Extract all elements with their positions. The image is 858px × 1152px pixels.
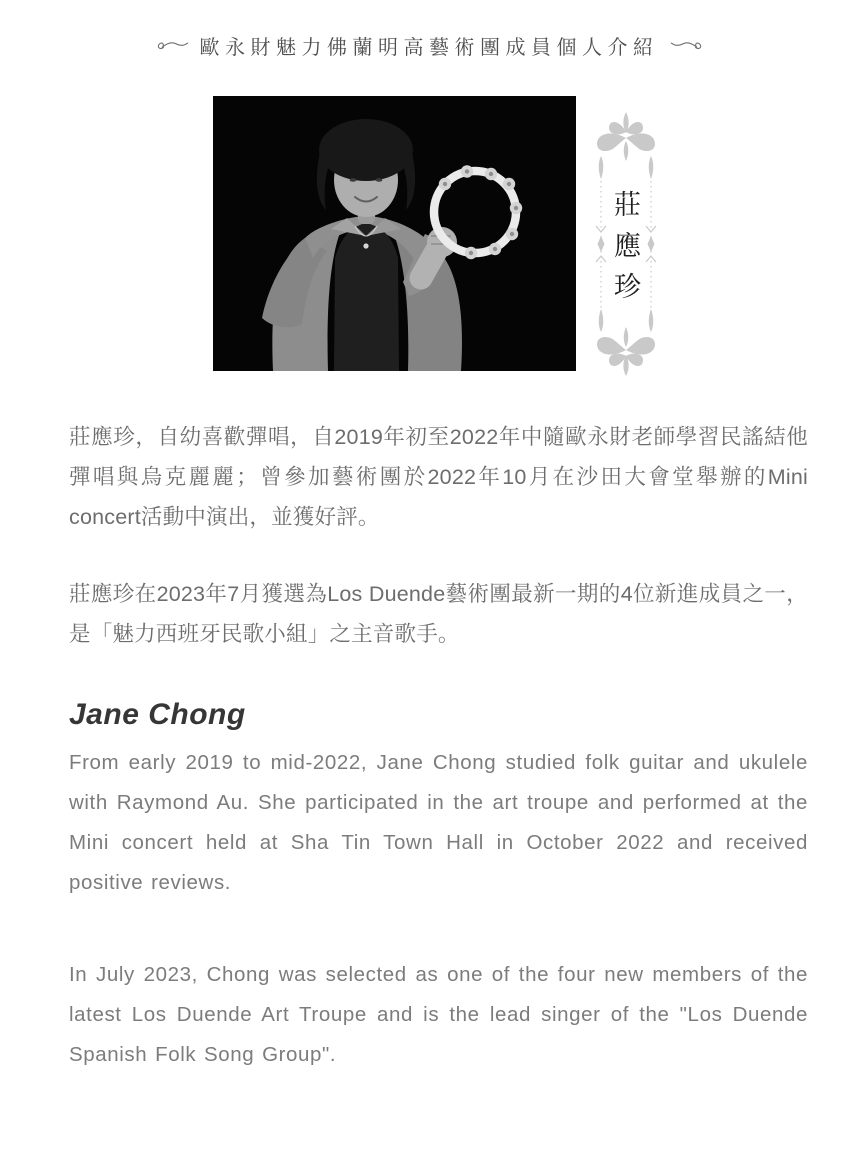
- member-photo-illustration: [213, 96, 576, 371]
- swash-right-icon: [669, 39, 703, 53]
- page-title: 歐永財魅力佛蘭明高藝術團成員個人介紹: [199, 37, 659, 59]
- bio-en-paragraph-2: In July 2023, Chong was selected as one of the four new members of the latest Los Duende Art Troupe and is the lead singer of the "Los Duende Spanish Folk Song Group".: [69, 963, 808, 1066]
- member-name-vertical: 莊應珍: [610, 189, 640, 313]
- bio-en-paragraph-1: From early 2019 to mid-2022, Jane Chong studied folk guitar and ukulele with Raymond Au. She participated in the art troupe and performed at the Mini concert held at Sha Tin Town Hall in October 2022 and received positive reviews.: [69, 751, 808, 894]
- bio-english-section: [0, 698, 858, 1075]
- member-name-english-heading: Jane Chong: [69, 698, 246, 731]
- bio-zh-paragraph-1: 莊應珍，自幼喜歡彈唱，自2019年初至2022年中隨歐永財老師學習民謠結他彈唱與烏克麗麗；曾參加藝術團於2022年10月在沙田大會堂舉辦的Mini concert活動中演出，並獲好評。: [69, 425, 808, 529]
- member-photo: [213, 96, 576, 371]
- bio-zh-paragraph-2: 莊應珍在2023年7月獲選為Los Duende藝術團最新一期的4位新進成員之一，是「魅力西班牙民歌小組」之主音歌手。: [69, 582, 808, 646]
- name-plate: [590, 104, 662, 384]
- bio-chinese-section: [0, 417, 858, 654]
- page-title-row: [0, 0, 858, 60]
- swash-left-icon: [156, 39, 190, 53]
- photo-row: [8, 96, 858, 384]
